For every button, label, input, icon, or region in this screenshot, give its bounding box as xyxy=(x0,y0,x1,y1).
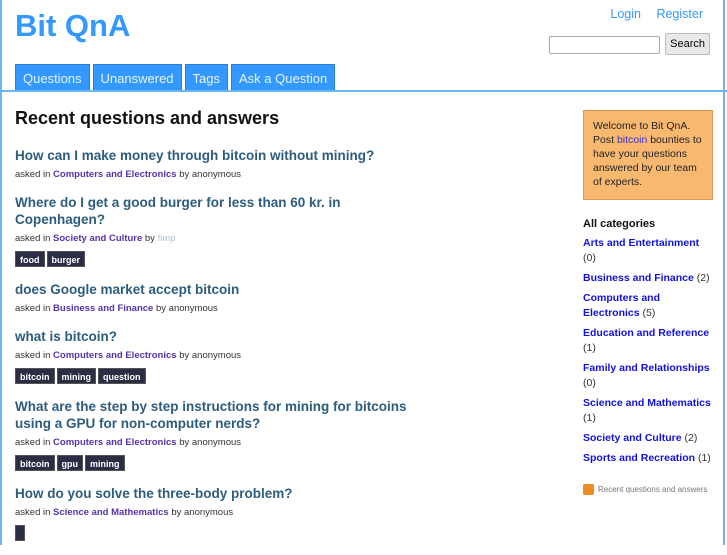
category-count: (1) xyxy=(583,412,596,424)
category-link[interactable]: Society and Culture xyxy=(583,432,682,444)
asked-in-label: asked in xyxy=(15,303,51,314)
category-item xyxy=(583,431,713,446)
author: anonymous xyxy=(191,350,242,361)
category-link[interactable]: Computers and Electronics xyxy=(53,350,177,361)
tag[interactable] xyxy=(15,525,25,541)
welcome-text: bounties to have your questions answered by our team of experts. xyxy=(593,134,702,188)
question-item xyxy=(15,281,415,314)
rss-icon xyxy=(583,484,594,495)
asked-in-label: asked in xyxy=(15,169,51,180)
category-item xyxy=(583,451,713,466)
site-logo[interactable]: Bit QnA xyxy=(15,8,131,43)
question-title[interactable]: what is bitcoin? xyxy=(15,329,118,344)
categories xyxy=(583,218,713,466)
question-item xyxy=(15,147,415,180)
welcome-text: Welcome to Bit QnA. Post xyxy=(593,120,691,146)
by-label: by xyxy=(179,169,190,180)
register-link[interactable]: Register xyxy=(656,7,703,21)
tag-list xyxy=(15,455,415,471)
asked-in-label: asked in xyxy=(15,507,51,518)
by-label: by xyxy=(179,437,190,448)
tag-list xyxy=(15,525,415,541)
search-button[interactable]: Search xyxy=(665,33,710,55)
category-link[interactable]: Science and Mathematics xyxy=(53,507,169,518)
tag[interactable]: bitcoin xyxy=(15,368,55,384)
question-meta xyxy=(15,350,415,361)
search-input[interactable] xyxy=(549,36,660,54)
by-label: by xyxy=(171,507,182,518)
user-links xyxy=(598,7,703,21)
category-count: (0) xyxy=(583,377,596,389)
tag[interactable]: bitcoin xyxy=(15,455,55,471)
category-count: (0) xyxy=(583,252,596,264)
author: anonymous xyxy=(184,507,234,518)
search-form xyxy=(549,33,710,55)
category-count: (1) xyxy=(697,452,711,464)
bitcoin-link[interactable]: bitcoin xyxy=(616,134,648,146)
tag[interactable]: burger xyxy=(47,251,86,267)
question-meta xyxy=(15,507,415,518)
tag-list xyxy=(15,251,415,267)
question-title[interactable]: does Google market accept bitcoin xyxy=(15,282,240,297)
tag-list xyxy=(15,368,415,384)
author-link[interactable]: fimp xyxy=(157,233,176,244)
welcome-box xyxy=(583,110,713,200)
rss-feed[interactable] xyxy=(583,484,713,495)
question-list xyxy=(15,108,415,555)
question-title[interactable]: Where do I get a good burger for less than 60 kr. in Copenhagen? xyxy=(15,195,341,227)
author: anonymous xyxy=(168,303,218,314)
tag[interactable]: question xyxy=(98,368,146,384)
login-link[interactable]: Login xyxy=(610,7,641,21)
question-item xyxy=(15,398,415,471)
category-count: (2) xyxy=(684,432,698,444)
category-item xyxy=(583,291,713,321)
tag[interactable]: food xyxy=(15,251,45,267)
question-item xyxy=(15,328,415,384)
category-item xyxy=(583,271,713,286)
by-label: by xyxy=(155,303,167,314)
asked-in-label: asked in xyxy=(15,350,51,361)
category-link[interactable]: Computers and Electronics xyxy=(53,169,177,180)
asked-in-label: asked in xyxy=(15,437,51,448)
question-title[interactable]: How do you solve the three-body problem? xyxy=(15,486,293,501)
tag[interactable]: mining xyxy=(85,455,125,471)
author: anonymous xyxy=(191,437,242,448)
category-link[interactable]: Science and Mathematics xyxy=(583,397,711,409)
question-meta xyxy=(15,303,415,314)
page-title: Recent questions and answers xyxy=(15,108,280,128)
tag[interactable]: gpu xyxy=(57,455,84,471)
category-link[interactable]: Family and Relationships xyxy=(583,362,710,374)
by-label: by xyxy=(144,233,155,244)
by-label: by xyxy=(179,350,190,361)
categories-title: All categories xyxy=(583,218,656,230)
category-link[interactable]: Society and Culture xyxy=(53,233,143,244)
nav-ask-question[interactable]: Ask a Question xyxy=(231,64,335,90)
category-count: (1) xyxy=(583,342,596,354)
category-link[interactable]: Sports and Recreation xyxy=(583,452,696,464)
nav-questions[interactable]: Questions xyxy=(15,64,90,90)
question-meta xyxy=(15,437,415,448)
category-link[interactable]: Business and Finance xyxy=(53,303,154,314)
question-item xyxy=(15,194,415,267)
category-item xyxy=(583,396,713,426)
category-link[interactable]: Arts and Entertainment xyxy=(583,237,700,249)
nav-divider xyxy=(0,90,727,92)
category-count: (2) xyxy=(696,272,710,284)
category-link[interactable]: Business and Finance xyxy=(583,272,694,284)
tag[interactable]: mining xyxy=(57,368,97,384)
nav-tags[interactable]: Tags xyxy=(185,64,228,90)
question-item xyxy=(15,485,415,541)
question-meta xyxy=(15,169,415,180)
category-link[interactable]: Computers and Electronics xyxy=(53,437,177,448)
question-title[interactable]: How can I make money through bitcoin without mining? xyxy=(15,148,375,163)
nav-unanswered[interactable]: Unanswered xyxy=(93,64,182,90)
category-count: (5) xyxy=(642,307,656,319)
author: anonymous xyxy=(191,169,242,180)
category-item xyxy=(583,236,713,266)
category-item xyxy=(583,326,713,356)
rss-label[interactable]: Recent questions and answers xyxy=(598,485,708,494)
category-item xyxy=(583,361,713,391)
sidebar xyxy=(583,110,713,495)
category-link[interactable]: Education and Reference xyxy=(583,327,710,339)
asked-in-label: asked in xyxy=(15,233,51,244)
question-title[interactable]: What are the step by step instructions for mining for bitcoins using a GPU for non-computer nerds? xyxy=(15,399,407,431)
category-link[interactable]: Computers and Electronics xyxy=(583,292,661,319)
question-meta xyxy=(15,233,415,244)
main-nav xyxy=(15,64,335,90)
